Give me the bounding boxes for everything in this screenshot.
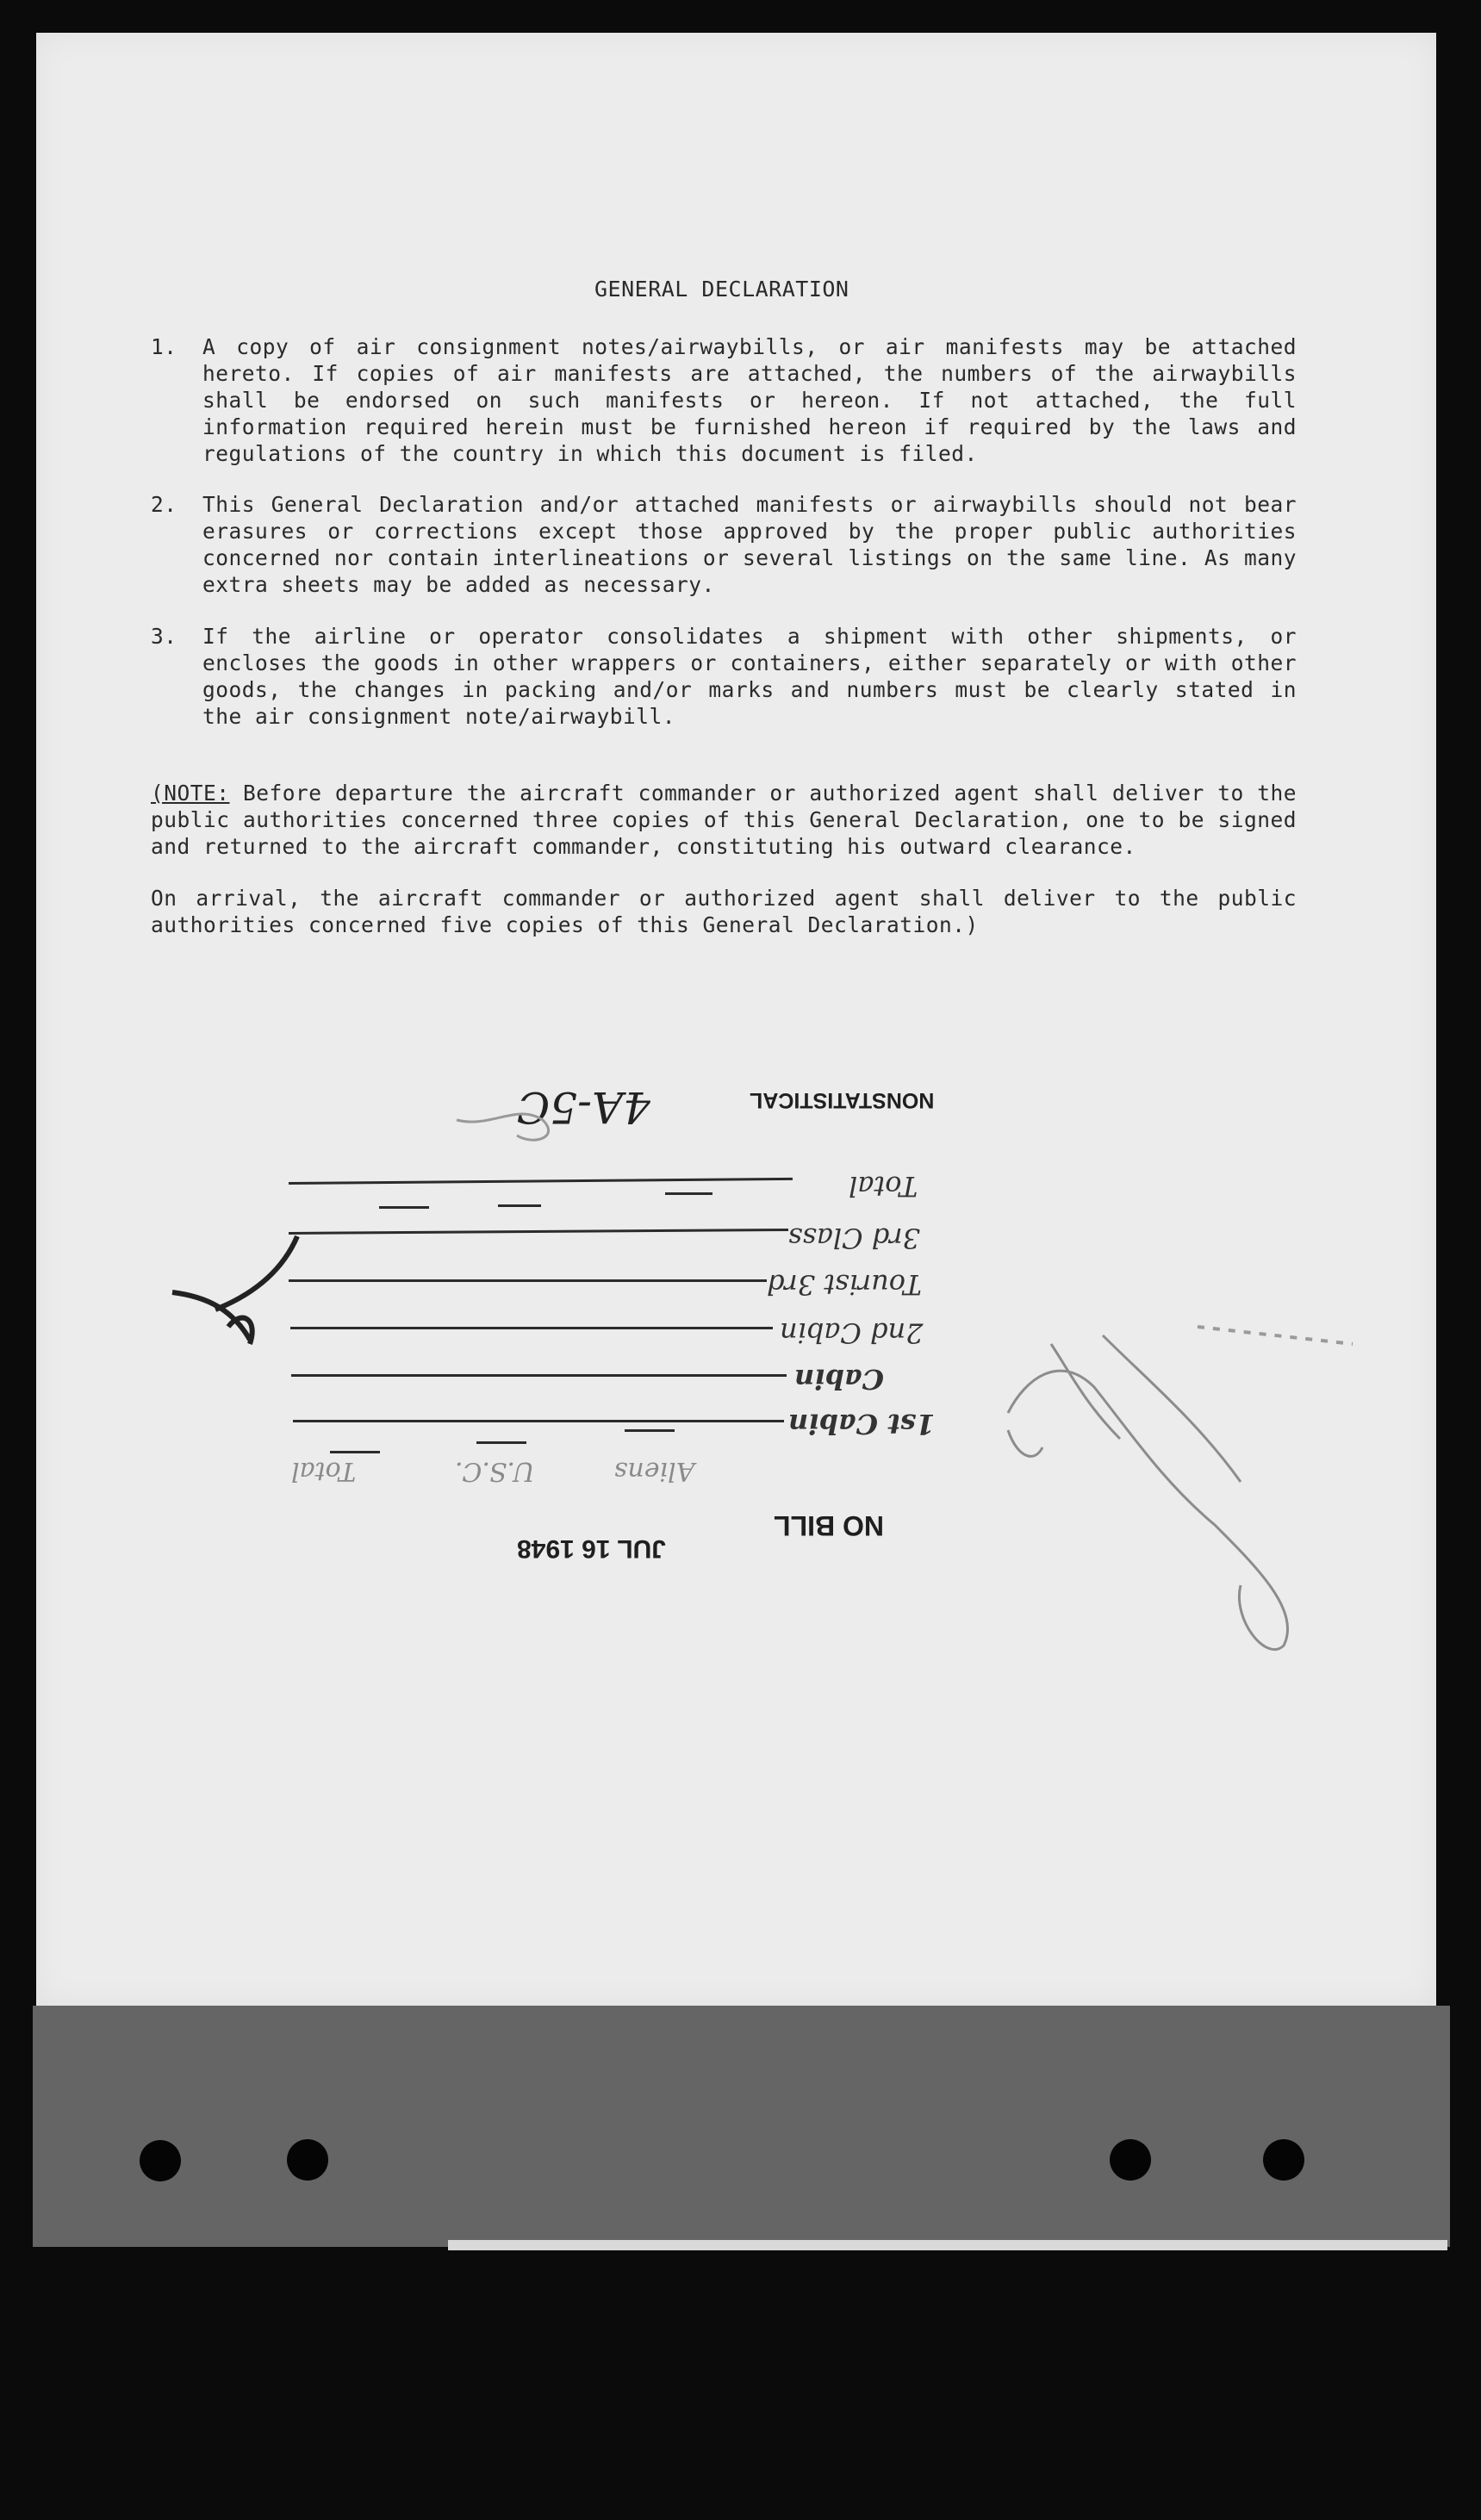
class-row-label: 2nd Cabin [780,1316,924,1349]
punch-hole [1263,2139,1304,2181]
note-text: Before departure the aircraft commander or authorized agent shall deliver to the public authorities concerned three copies of this General Declaration, one to be signed and returned to the aircraft commander, constituting his outward clearance. [151,781,1297,859]
document-title: GENERAL DECLARATION [594,277,849,302]
initials-mark [172,1236,297,1344]
class-row-label: Cabin [794,1363,884,1396]
handwritten-code: 4A-5C [517,1082,650,1132]
punch-hole [140,2140,181,2181]
class-row-label: 1st Cabin [788,1408,936,1440]
arrival-paragraph: On arrival, the aircraft commander or authorized agent shall deliver to the public authorities concerned five copies of this General Declaration.) [151,886,1297,937]
no-bill-stamp: NO BILL [774,1510,884,1541]
binding-tab [33,2006,1450,2247]
column-header: Total [291,1456,357,1486]
faint-mark [1198,1327,1353,1344]
nonstatistical-stamp: NONSTATISTICAL [750,1088,935,1112]
binding-tab-edge [448,2240,1447,2250]
date-stamp: JUL 16 1948 [517,1534,666,1563]
faint-scribble [457,1114,549,1140]
faint-signature [1008,1335,1288,1650]
column-header: U.S.C. [455,1456,535,1486]
column-header: Aliens [614,1456,695,1486]
note-label: (NOTE: [151,781,230,806]
punch-hole [287,2139,328,2181]
class-row-label: Total [849,1170,918,1203]
class-row-label: Tourist 3rd [767,1268,922,1301]
class-row-label: 3rd Class [788,1222,920,1254]
punch-hole [1110,2139,1151,2181]
